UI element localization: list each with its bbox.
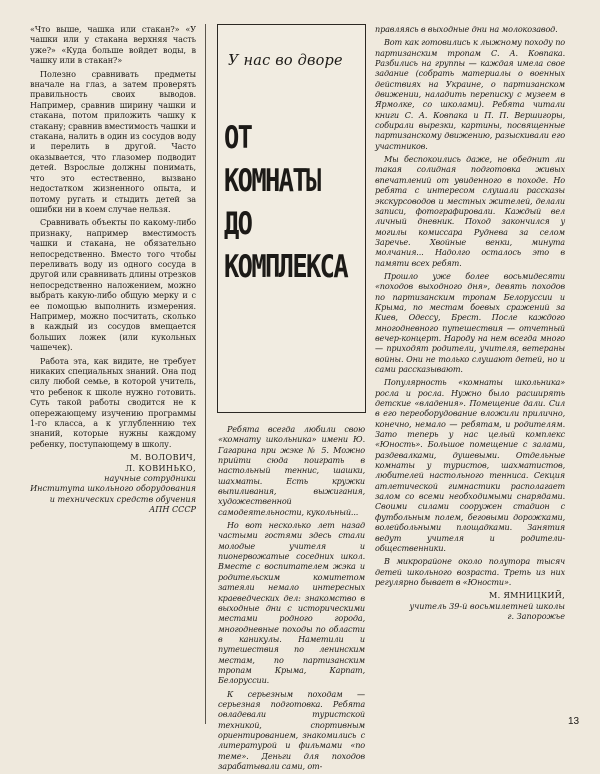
left-paragraph: «Что выше, чашка или стакан?» «У чашки или у стакана верхняя часть уже?» «Куда больше войдет воды, в чашку или в стакан?» bbox=[30, 24, 196, 66]
left-paragraph: Полезно сравнивать предметы вначале на глаз, а затем проверять правильность своих выводов. Например, сравнив ширину чашки и стакана, потом приложить чашку к стакану; сравнив вместимость чашки и стакана, налить в один из сосудов воду и перелить в другой. Часто оказывается, что глазомер подводит детей. Взрослые должны понимать, что это естественно, вызвано недостатком жизненного опыта, и потому ругать и стыдить детей за ошибки ни в коем случае нельзя. bbox=[30, 68, 196, 214]
left-paragraph: Работа эта, как видите, не требует никаких специальных знаний. Она под силу любой семье, в которой учитель, что ребенок к школе нужно готовить. Суть такой работы сводится не к опережающему изучению программы 1-го класса, а к углубленнию тех знаний, которые нужны каждому ребенку, поступающему в школу. bbox=[30, 355, 196, 449]
article-paragraph: Вот как готовились к лыжному походу по партизанским тропам С. А. Ковпака. Разбились на группы — каждая имела свое задание (собрать материалы о военных действиях на Украине, о партизанском движении, наладить переписку с музеем в Ярмолке, со школами). Ребята читали книги С. А. Ковпака и П. П. Вершигоры, собирали вырезки, картины, посвященные партизанскому движению, разыскивали его участников. bbox=[375, 37, 565, 151]
author-institute: Института школьного оборудования и технических средств обучения bbox=[30, 483, 196, 504]
article-paragraph: правляясь в выходные дни на молокозавод. bbox=[375, 24, 558, 34]
headline-line: КОМПЛЕКСА bbox=[224, 249, 347, 285]
right-column bbox=[375, 24, 565, 621]
author-role: учитель 39-й восьмилетней школы bbox=[409, 600, 565, 611]
left-paragraph: Сравнивать объекты по какому-либо признаку, например вместимость чашки и стакана, не обязательно непосредственно. Вместо того чтобы переливать воду из одного сосуда в другой или сравнивать длины отрезков непосредственно наложением, можно выбрать какую-либо общую мерку и с ее помощью выполнить измерения. Например, можно посчитать, сколько в каждый из сосудов вмещается больших ложек (или кукольных чашечек). bbox=[30, 217, 196, 353]
headline-line: ДО bbox=[224, 206, 252, 242]
left-signature bbox=[30, 452, 196, 514]
article-headline bbox=[224, 117, 347, 289]
author-role: научные сотрудники bbox=[104, 473, 196, 484]
headline-line: ОТ bbox=[224, 120, 252, 156]
article-paragraph: Но вот несколько лет назад частыми гостями здесь стали молодые учителя и пионервожатые соседних школ. Вместе с воспитателем жэка и родительским комитетом затеяли немало интересных краеведческих дел: знакомство в выходные дни с историческими местами родного города, многодневные походы по области в каникулы. Наметили и путешествия по ленинским местам, по партизанским тропам Крыма, Карпат, Белоруссии. bbox=[218, 520, 365, 686]
author-name: Л. КОВИНЬКО, bbox=[125, 462, 196, 473]
left-column bbox=[30, 24, 196, 515]
author-name: М. ВОЛОВИЧ, bbox=[130, 452, 196, 463]
page-number: 13 bbox=[568, 716, 580, 727]
right-signature bbox=[375, 590, 565, 621]
author-name: М. ЯМНИЦКИЙ, bbox=[489, 590, 565, 601]
article-paragraph: К серьезным походам — серьезная подготовка. Ребята овладевали туристской техникой, спортивным ориентированием, знакомились с литературой и фильмами «по теме». Деньги для походов зарабатывали сами, от- bbox=[218, 688, 365, 771]
article-paragraph: Мы беспокоились даже, не обеднит ли такая солидная подготовка живых впечатлений от увиденного в походе. Но ребята с интересом слушали рассказы экскурсоводов и местных жителей, делали записи, фотографировали. Каждый вел личный дневник. Поход закончился у могилы комиссара Руднева за селом Заречье. Хвойные венки, минута молчания... Надолго осталось это в памяти всех ребят. bbox=[375, 154, 565, 268]
article-paragraph: Ребята всегда любили свою «комнату школьника» имени Ю. Гагарина при жэке № 5. Можно прийти сюда поиграть в настольный теннис, шашки, шахматы. Есть кружки выпиливания, выжигания, художественной самодеятельности, кукольный... bbox=[218, 424, 365, 517]
title-box bbox=[217, 24, 366, 413]
article-paragraph: В микрорайоне около полутора тысяч детей школьного возраста. Треть из них регулярно бывает в «Юности». bbox=[375, 556, 565, 587]
article-paragraph: Прошло уже более восьмидесяти «походов выходного дня», девять походов по партизанским тропам Белоруссии и Крыма, по местам боевых сражений за Киев, Одессу, Брест. После каждого многодневного путешествия — отчетный вечер-концерт. Народу на нем всегда много — приходят родители, учителя, ветераны войны. Они не только слушают детей, но и сами рассказывают. bbox=[375, 270, 565, 374]
author-org: АПН СССР bbox=[149, 504, 196, 515]
article-paragraph: Популярность «комнаты школьника» росла и росла. Нужно было расширять детские «владения». Помещение дали. Сил в его переоборудование вложили прилично, конечно, немало — ребятам, и родителям. Зато теперь у нас целый комплекс «Юность». Большое помещение с залами, раздевалками, душевыми. Отдельные комнаты у туристов, шахматистов, любителей настольного тенниса. Секция атлетической гимнастики располагает залом со всеми необходимыми снарядами. Своими силами сооружен стадион с футбольным полем, беговыми дорожками, волейбольными площадками. Занятия ведут учителя и родители-общественники. bbox=[375, 377, 565, 553]
column-divider bbox=[205, 24, 206, 724]
section-label: У нас во дворе bbox=[228, 53, 343, 69]
headline-line: КОМНАТЫ bbox=[224, 163, 320, 199]
author-city: г. Запорожье bbox=[507, 610, 565, 621]
middle-column bbox=[218, 424, 365, 774]
